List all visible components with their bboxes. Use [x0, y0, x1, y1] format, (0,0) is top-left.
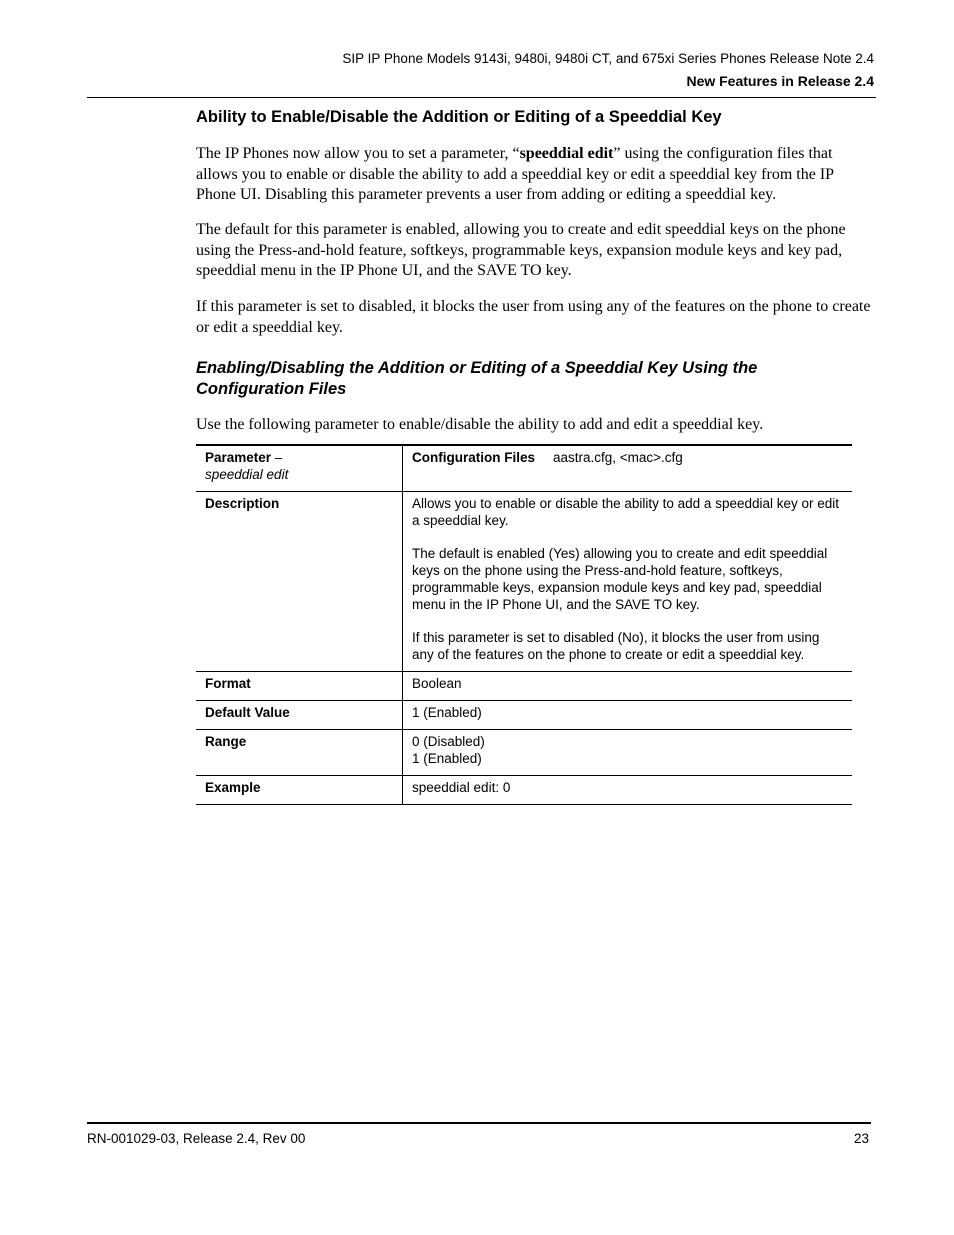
description-cell [403, 492, 853, 672]
example-value: speeddial edit: 0 [403, 776, 853, 805]
header-section: New Features in Release 2.4 [686, 73, 874, 89]
config-files-value: aastra.cfg, <mac>.cfg [553, 450, 683, 465]
range-label: Range [196, 730, 403, 776]
table-row-default [196, 701, 852, 730]
table-row-example [196, 776, 852, 805]
parameter-table [196, 444, 852, 805]
description-para: The default is enabled (Yes) allowing you to create and edit speeddial keys on the phone using the Press-and-hold feature, softkeys, programmable keys, expansion module keys and key pad, speeddial menu in the IP Phone UI, and the SAVE TO key. [412, 546, 828, 612]
default-paragraph: The default for this parameter is enabled, allowing you to create and edit speeddial keys on the phone using the Press-and-hold feature, softkeys, programmable keys, expansion module keys and key pad, speeddial menu in the IP Phone UI, and the SAVE TO key. [196, 221, 846, 279]
description-label: Description [196, 492, 403, 672]
parameter-name: speeddial edit [205, 467, 289, 482]
intro-prefix: The IP Phones now allow you to set a parameter, “ [196, 145, 520, 162]
intro-paragraph [196, 144, 876, 206]
table-row-parameter [196, 445, 852, 492]
description-para: If this parameter is set to disabled (No), it blocks the user from using any of the features on the phone to create or edit a speeddial key. [412, 630, 820, 662]
parameter-label: Parameter [205, 450, 272, 465]
table-row-range [196, 730, 852, 776]
disabled-paragraph: If this parameter is set to disabled, it blocks the user from using any of the features on the phone to create or edit a speeddial key. [196, 298, 871, 336]
section-heading: Ability to Enable/Disable the Addition or Editing of a Speeddial Key [196, 108, 722, 126]
header-title: SIP IP Phone Models 9143i, 9480i, 9480i CT, and 675xi Series Phones Release Note 2.4 [342, 51, 874, 66]
footer-rule [87, 1122, 871, 1124]
param-name-bold: speeddial edit [519, 145, 614, 162]
table-row-format [196, 672, 852, 701]
format-label: Format [196, 672, 403, 701]
config-files-cell [403, 445, 853, 492]
parameter-dash: – [271, 450, 283, 465]
format-value: Boolean [403, 672, 853, 701]
intro-suffix: ” using the configuration files that allows you to enable or disable the ability to add a speeddial key or edit a speeddial key from the IP Phone UI. Disabling this parameter prevents a user from adding or editing a speeddial key. [196, 145, 834, 203]
subsection-intro: Use the following parameter to enable/disable the ability to add and edit a speeddial key. [196, 416, 764, 433]
table-row-description [196, 492, 852, 672]
subsection-heading: Enabling/Disabling the Addition or Editing of a Speeddial Key Using the Configuration Files [196, 359, 758, 398]
default-label: Default Value [196, 701, 403, 730]
range-value: 0 (Disabled) [412, 734, 485, 749]
example-label: Example [196, 776, 403, 805]
footer-doc-id: RN-001029-03, Release 2.4, Rev 00 [87, 1131, 306, 1146]
parameter-label-cell [196, 445, 403, 492]
range-cell [403, 730, 853, 776]
header-rule [87, 97, 876, 98]
default-value: 1 (Enabled) [403, 701, 853, 730]
description-para: Allows you to enable or disable the ability to add a speeddial key or edit a speeddial key. [412, 496, 840, 528]
config-files-label: Configuration Files [412, 450, 535, 465]
page-number: 23 [853, 1131, 869, 1146]
range-value: 1 (Enabled) [412, 751, 482, 766]
